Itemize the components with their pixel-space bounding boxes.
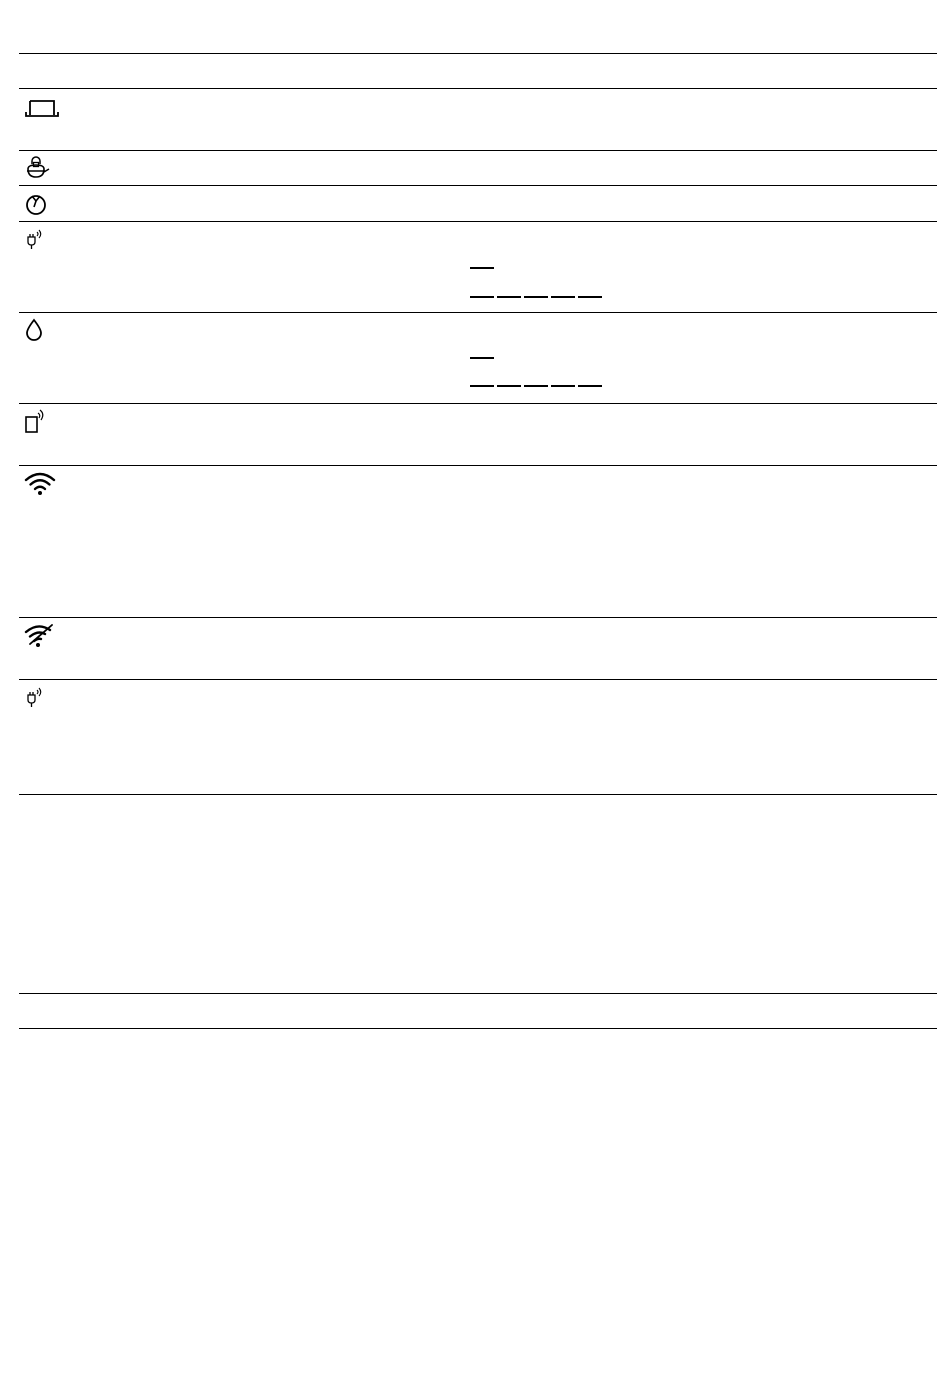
dash-mark bbox=[470, 385, 494, 387]
row-divider bbox=[19, 185, 937, 186]
dash-mark bbox=[497, 385, 521, 387]
dash-mark bbox=[524, 296, 548, 298]
remote-plug-icon bbox=[24, 226, 46, 250]
dash-mark bbox=[578, 385, 602, 387]
remote-plug-icon bbox=[24, 684, 46, 708]
pressure-gauge-icon bbox=[24, 192, 50, 218]
dash-mark bbox=[470, 267, 494, 269]
row-divider bbox=[19, 312, 937, 313]
table-bottom-rule bbox=[19, 1028, 937, 1029]
row-divider bbox=[19, 617, 937, 618]
row-divider bbox=[19, 150, 937, 151]
flat-tray-icon bbox=[24, 98, 60, 120]
row-divider bbox=[19, 465, 937, 466]
kettle-lock-icon bbox=[24, 155, 50, 181]
dash-mark bbox=[551, 296, 575, 298]
table-bottom-rule bbox=[19, 794, 937, 795]
row-divider bbox=[19, 679, 937, 680]
row-divider bbox=[19, 403, 937, 404]
mobile-device-icon bbox=[24, 408, 48, 434]
table-top-rule bbox=[19, 993, 937, 994]
dash-mark bbox=[470, 357, 494, 359]
table-top-rule bbox=[19, 53, 937, 54]
row-divider bbox=[19, 221, 937, 222]
wifi-icon bbox=[24, 472, 56, 496]
dash-mark bbox=[470, 296, 494, 298]
water-drop-icon bbox=[24, 318, 44, 342]
dash-mark bbox=[578, 296, 602, 298]
dash-mark bbox=[524, 385, 548, 387]
table-header-rule bbox=[19, 88, 937, 89]
wifi-off-icon bbox=[24, 622, 56, 648]
dash-mark bbox=[551, 385, 575, 387]
dash-mark bbox=[497, 296, 521, 298]
